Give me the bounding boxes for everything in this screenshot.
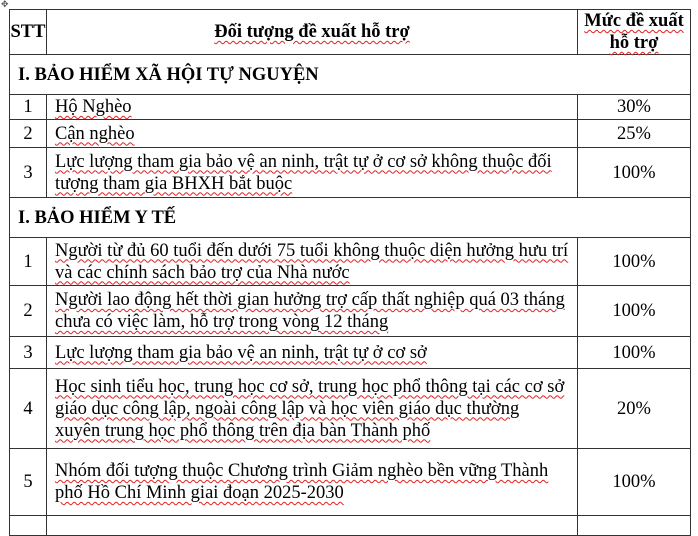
cell [578, 516, 691, 536]
row-subject [47, 449, 578, 516]
table-header-row [10, 10, 691, 55]
section-title: I. BẢO HIỂM XÃ HỘI TỰ NGUYỆN [10, 55, 691, 95]
section-title: I. BẢO HIỂM Y TẾ [10, 198, 691, 238]
row-level: 100% [578, 148, 691, 198]
support-table [9, 9, 691, 536]
row-subject [47, 238, 578, 286]
table-row [10, 337, 691, 369]
table-row [10, 286, 691, 337]
header-subject-text: Đối tượng đề xuất hỗ trợ [214, 22, 410, 42]
table-row [10, 238, 691, 286]
row-subject-text: Người từ đủ 60 tuổi đến dưới 75 tuổi không thuộc diện hưởng hưu trí và các chính sách bảo trợ của Nhà nước [55, 240, 569, 283]
header-level-text: Mức đề xuất hỗ trợ [584, 11, 684, 53]
row-subject-text: Cận nghèo [55, 123, 135, 144]
row-level: 20% [578, 369, 691, 449]
row-subject-text: Lực lượng tham gia bảo vệ an ninh, trật tự ở cơ sở không thuộc đối tượng tham gia BHXH bắt buộc [55, 151, 552, 194]
row-stt: 2 [10, 120, 47, 148]
row-subject-text: Hộ Nghèo [55, 97, 132, 117]
table-move-handle-icon[interactable]: ✥ [1, 0, 9, 9]
row-subject-text: Nhóm đối tượng thuộc Chương trình Giảm nghèo bền vững Thành phố Hồ Chí Minh giai đoạn 2025-2030 [55, 461, 549, 503]
section-row [10, 198, 691, 238]
table-row [10, 148, 691, 198]
row-subject-text: Người lao động hết thời gian hưởng trợ cấp thất nghiệp quá 03 tháng chưa có việc làm, hỗ trợ trong vòng 12 tháng [55, 290, 565, 332]
table-row [10, 120, 691, 148]
header-level [578, 10, 691, 55]
row-subject [47, 95, 578, 120]
row-stt: 4 [10, 369, 47, 449]
row-level: 100% [578, 286, 691, 337]
header-stt: STT [10, 10, 47, 55]
row-subject [47, 286, 578, 337]
row-stt: 3 [10, 148, 47, 198]
table-row [10, 369, 691, 449]
row-level: 100% [578, 337, 691, 369]
table-row-partial [10, 516, 691, 536]
section-row [10, 55, 691, 95]
row-level: 30% [578, 95, 691, 120]
cell [47, 516, 578, 536]
row-stt: 3 [10, 337, 47, 369]
row-subject [47, 337, 578, 369]
row-level: 100% [578, 449, 691, 516]
row-stt: 5 [10, 449, 47, 516]
header-subject [47, 10, 578, 55]
row-subject [47, 120, 578, 148]
row-stt: 1 [10, 238, 47, 286]
row-stt: 1 [10, 95, 47, 120]
table-row [10, 449, 691, 516]
row-subject-text: Lực lượng tham gia bảo vệ an ninh, trật tự ở cơ sở [55, 342, 427, 363]
row-level: 25% [578, 120, 691, 148]
row-stt: 2 [10, 286, 47, 337]
cell [10, 516, 47, 536]
row-subject-text: Học sinh tiểu học, trung học cơ sở, trung học phổ thông tại các cơ sở giáo dục công lập, ngoài công lập và học viên giáo dục thường xuyên trung học phổ thông trên địa bàn Thành phố [55, 376, 565, 441]
row-subject [47, 369, 578, 449]
table-row [10, 95, 691, 120]
row-subject [47, 148, 578, 198]
row-level: 100% [578, 238, 691, 286]
